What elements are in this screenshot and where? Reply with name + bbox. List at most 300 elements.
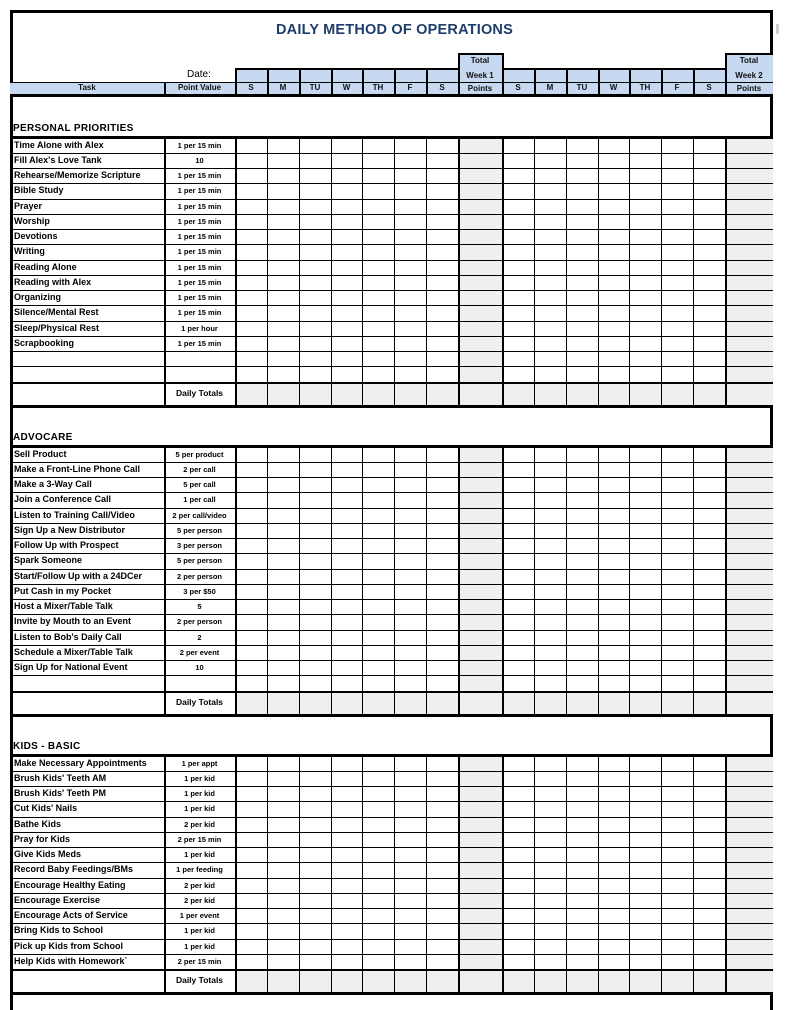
tally-cell[interactable]	[663, 154, 692, 167]
tally-cell[interactable]	[301, 554, 330, 567]
tally-cell[interactable]	[504, 646, 533, 659]
tally-cell[interactable]	[663, 493, 692, 506]
tally-cell[interactable]	[504, 539, 533, 552]
tally-cell[interactable]	[600, 478, 628, 491]
tally-cell[interactable]	[237, 833, 266, 846]
daily-total-cell[interactable]	[236, 382, 267, 405]
tally-cell[interactable]	[536, 757, 565, 770]
tally-cell[interactable]	[269, 245, 298, 258]
tally-cell[interactable]	[428, 661, 457, 674]
tally-cell[interactable]	[536, 245, 565, 258]
tally-cell[interactable]	[364, 276, 393, 289]
tally-cell[interactable]	[269, 448, 298, 461]
tally-cell[interactable]	[695, 230, 724, 243]
tally-cell[interactable]	[333, 848, 361, 861]
tally-cell[interactable]	[364, 833, 393, 846]
tally-cell[interactable]	[536, 539, 565, 552]
tally-cell[interactable]	[269, 539, 298, 552]
tally-cell[interactable]	[237, 757, 266, 770]
tally-cell[interactable]	[568, 894, 597, 907]
tally-cell[interactable]	[428, 585, 457, 598]
tally-cell[interactable]	[301, 139, 330, 152]
tally-cell[interactable]	[504, 661, 533, 674]
tally-cell[interactable]	[428, 863, 457, 876]
daily-total-cell[interactable]	[395, 691, 426, 714]
tally-cell[interactable]	[536, 463, 565, 476]
tally-cell[interactable]	[663, 261, 692, 274]
tally-cell[interactable]	[269, 848, 298, 861]
tally-cell[interactable]	[269, 169, 298, 182]
tally-cell[interactable]	[428, 509, 457, 522]
tally-cell[interactable]	[396, 909, 425, 922]
tally-cell[interactable]	[631, 200, 660, 213]
tally-cell[interactable]	[333, 322, 361, 335]
tally-cell[interactable]	[428, 306, 457, 319]
tally-cell[interactable]	[631, 306, 660, 319]
tally-cell[interactable]	[396, 772, 425, 785]
tally-cell[interactable]	[663, 909, 692, 922]
tally-cell[interactable]	[695, 509, 724, 522]
tally-cell[interactable]	[663, 787, 692, 800]
tally-cell[interactable]	[536, 554, 565, 567]
tally-cell[interactable]	[568, 261, 597, 274]
tally-cell[interactable]	[631, 524, 660, 537]
tally-cell[interactable]	[600, 291, 628, 304]
tally-cell[interactable]	[333, 230, 361, 243]
blank-task-entry[interactable]	[12, 352, 163, 365]
tally-cell[interactable]	[663, 276, 692, 289]
tally-cell[interactable]	[568, 772, 597, 785]
daily-total-cell[interactable]	[662, 969, 693, 992]
tally-cell[interactable]	[396, 448, 425, 461]
tally-cell[interactable]	[364, 215, 393, 228]
tally-cell[interactable]	[631, 600, 660, 613]
daily-total-cell[interactable]	[535, 382, 566, 405]
tally-cell[interactable]	[428, 787, 457, 800]
tally-cell[interactable]	[631, 230, 660, 243]
tally-cell[interactable]	[631, 154, 660, 167]
tally-cell[interactable]	[695, 276, 724, 289]
tally-cell[interactable]	[269, 570, 298, 583]
tally-cell[interactable]	[600, 493, 628, 506]
tally-cell[interactable]	[269, 154, 298, 167]
tally-cell[interactable]	[269, 646, 298, 659]
tally-cell[interactable]	[568, 276, 597, 289]
tally-cell[interactable]	[301, 585, 330, 598]
tally-cell[interactable]	[663, 184, 692, 197]
tally-cell[interactable]	[301, 463, 330, 476]
tally-cell[interactable]	[237, 585, 266, 598]
tally-cell[interactable]	[663, 833, 692, 846]
tally-cell[interactable]	[428, 802, 457, 815]
tally-cell[interactable]	[333, 787, 361, 800]
tally-cell[interactable]	[536, 291, 565, 304]
tally-cell[interactable]	[504, 524, 533, 537]
tally-cell[interactable]	[333, 200, 361, 213]
daily-total-cell[interactable]	[427, 969, 458, 992]
tally-cell[interactable]	[504, 757, 533, 770]
tally-cell[interactable]	[663, 818, 692, 831]
tally-cell[interactable]	[237, 245, 266, 258]
tally-cell[interactable]	[269, 306, 298, 319]
tally-cell[interactable]	[536, 184, 565, 197]
tally-cell[interactable]	[631, 448, 660, 461]
tally-cell[interactable]	[237, 322, 266, 335]
tally-cell[interactable]	[301, 757, 330, 770]
tally-cell[interactable]	[695, 924, 724, 937]
tally-cell[interactable]	[364, 600, 393, 613]
daily-total-cell[interactable]	[268, 382, 299, 405]
tally-cell[interactable]	[695, 879, 724, 892]
tally-cell[interactable]	[396, 154, 425, 167]
tally-cell[interactable]	[396, 863, 425, 876]
tally-cell[interactable]	[663, 291, 692, 304]
tally-cell[interactable]	[504, 139, 533, 152]
tally-cell[interactable]	[428, 337, 457, 350]
tally-cell[interactable]	[631, 554, 660, 567]
tally-cell[interactable]	[504, 802, 533, 815]
tally-cell[interactable]	[333, 337, 361, 350]
tally-cell[interactable]	[600, 879, 628, 892]
tally-cell[interactable]	[364, 631, 393, 644]
tally-cell[interactable]	[301, 539, 330, 552]
tally-cell[interactable]	[695, 894, 724, 907]
tally-cell[interactable]	[237, 493, 266, 506]
tally-cell[interactable]	[536, 200, 565, 213]
tally-cell[interactable]	[364, 909, 393, 922]
tally-cell[interactable]	[695, 493, 724, 506]
tally-cell[interactable]	[269, 509, 298, 522]
tally-cell[interactable]	[269, 139, 298, 152]
tally-cell[interactable]	[631, 818, 660, 831]
tally-cell[interactable]	[237, 818, 266, 831]
tally-cell[interactable]	[536, 772, 565, 785]
tally-cell[interactable]	[396, 337, 425, 350]
tally-cell[interactable]	[504, 787, 533, 800]
tally-cell[interactable]	[237, 184, 266, 197]
daily-total-cell[interactable]	[427, 382, 458, 405]
tally-cell[interactable]	[568, 230, 597, 243]
tally-cell[interactable]	[631, 139, 660, 152]
tally-cell[interactable]	[428, 879, 457, 892]
tally-cell[interactable]	[504, 909, 533, 922]
tally-cell[interactable]	[504, 261, 533, 274]
tally-cell[interactable]	[301, 600, 330, 613]
daily-total-cell[interactable]	[236, 969, 267, 992]
tally-cell[interactable]	[600, 863, 628, 876]
tally-cell[interactable]	[695, 757, 724, 770]
tally-cell[interactable]	[301, 615, 330, 628]
tally-cell[interactable]	[396, 848, 425, 861]
tally-cell[interactable]	[695, 215, 724, 228]
tally-cell[interactable]	[568, 955, 597, 968]
tally-cell[interactable]	[536, 448, 565, 461]
daily-total-cell[interactable]	[535, 969, 566, 992]
tally-cell[interactable]	[301, 879, 330, 892]
tally-cell[interactable]	[695, 863, 724, 876]
tally-cell[interactable]	[364, 802, 393, 815]
tally-cell[interactable]	[536, 337, 565, 350]
tally-cell[interactable]	[301, 306, 330, 319]
tally-cell[interactable]	[504, 615, 533, 628]
tally-cell[interactable]	[333, 661, 361, 674]
tally-cell[interactable]	[428, 524, 457, 537]
tally-cell[interactable]	[504, 245, 533, 258]
tally-cell[interactable]	[333, 570, 361, 583]
tally-cell[interactable]	[568, 848, 597, 861]
tally-cell[interactable]	[568, 879, 597, 892]
tally-cell[interactable]	[695, 772, 724, 785]
tally-cell[interactable]	[600, 215, 628, 228]
tally-cell[interactable]	[396, 169, 425, 182]
tally-cell[interactable]	[333, 448, 361, 461]
tally-cell[interactable]	[333, 894, 361, 907]
tally-cell[interactable]	[504, 230, 533, 243]
daily-total-cell[interactable]	[599, 382, 629, 405]
tally-cell[interactable]	[301, 646, 330, 659]
tally-cell[interactable]	[333, 646, 361, 659]
tally-cell[interactable]	[568, 200, 597, 213]
tally-cell[interactable]	[663, 245, 692, 258]
tally-cell[interactable]	[237, 600, 266, 613]
tally-cell[interactable]	[269, 787, 298, 800]
tally-cell[interactable]	[504, 291, 533, 304]
daily-total-cell[interactable]	[300, 382, 331, 405]
tally-cell[interactable]	[269, 818, 298, 831]
tally-cell[interactable]	[269, 757, 298, 770]
tally-cell[interactable]	[695, 818, 724, 831]
tally-cell[interactable]	[504, 955, 533, 968]
tally-cell[interactable]	[663, 337, 692, 350]
tally-cell[interactable]	[428, 322, 457, 335]
tally-cell[interactable]	[504, 306, 533, 319]
tally-cell[interactable]	[396, 787, 425, 800]
tally-cell[interactable]	[536, 631, 565, 644]
tally-cell[interactable]	[695, 940, 724, 953]
tally-cell[interactable]	[237, 879, 266, 892]
tally-cell[interactable]	[301, 802, 330, 815]
tally-cell[interactable]	[695, 306, 724, 319]
tally-cell[interactable]	[663, 448, 692, 461]
tally-cell[interactable]	[631, 802, 660, 815]
tally-cell[interactable]	[333, 291, 361, 304]
tally-cell[interactable]	[269, 833, 298, 846]
tally-cell[interactable]	[536, 879, 565, 892]
tally-cell[interactable]	[536, 924, 565, 937]
tally-cell[interactable]	[504, 322, 533, 335]
tally-cell[interactable]	[600, 261, 628, 274]
tally-cell[interactable]	[536, 661, 565, 674]
daily-total-cell[interactable]	[503, 382, 534, 405]
tally-cell[interactable]	[269, 200, 298, 213]
tally-cell[interactable]	[631, 772, 660, 785]
tally-cell[interactable]	[695, 848, 724, 861]
tally-cell[interactable]	[568, 818, 597, 831]
tally-cell[interactable]	[333, 772, 361, 785]
tally-cell[interactable]	[428, 478, 457, 491]
tally-cell[interactable]	[301, 787, 330, 800]
tally-cell[interactable]	[695, 631, 724, 644]
tally-cell[interactable]	[600, 585, 628, 598]
tally-cell[interactable]	[631, 493, 660, 506]
tally-cell[interactable]	[396, 833, 425, 846]
tally-cell[interactable]	[301, 261, 330, 274]
tally-cell[interactable]	[364, 493, 393, 506]
tally-cell[interactable]	[364, 863, 393, 876]
tally-cell[interactable]	[695, 909, 724, 922]
tally-cell[interactable]	[364, 169, 393, 182]
tally-cell[interactable]	[536, 863, 565, 876]
tally-cell[interactable]	[600, 169, 628, 182]
tally-cell[interactable]	[600, 600, 628, 613]
tally-cell[interactable]	[237, 169, 266, 182]
tally-cell[interactable]	[269, 772, 298, 785]
tally-cell[interactable]	[301, 493, 330, 506]
tally-cell[interactable]	[631, 184, 660, 197]
tally-cell[interactable]	[536, 615, 565, 628]
tally-cell[interactable]	[301, 863, 330, 876]
tally-cell[interactable]	[695, 261, 724, 274]
tally-cell[interactable]	[568, 539, 597, 552]
tally-cell[interactable]	[695, 200, 724, 213]
daily-total-cell[interactable]	[427, 691, 458, 714]
daily-total-cell[interactable]	[363, 969, 394, 992]
tally-cell[interactable]	[428, 757, 457, 770]
tally-cell[interactable]	[428, 848, 457, 861]
tally-cell[interactable]	[269, 276, 298, 289]
tally-cell[interactable]	[504, 276, 533, 289]
tally-cell[interactable]	[237, 306, 266, 319]
tally-cell[interactable]	[663, 863, 692, 876]
tally-cell[interactable]	[237, 894, 266, 907]
tally-cell[interactable]	[396, 463, 425, 476]
tally-cell[interactable]	[663, 478, 692, 491]
tally-cell[interactable]	[237, 139, 266, 152]
tally-cell[interactable]	[631, 924, 660, 937]
daily-total-cell[interactable]	[599, 969, 629, 992]
tally-cell[interactable]	[428, 924, 457, 937]
tally-cell[interactable]	[536, 833, 565, 846]
tally-cell[interactable]	[504, 833, 533, 846]
tally-cell[interactable]	[364, 879, 393, 892]
tally-cell[interactable]	[364, 787, 393, 800]
tally-cell[interactable]	[237, 261, 266, 274]
tally-cell[interactable]	[428, 554, 457, 567]
tally-cell[interactable]	[364, 306, 393, 319]
tally-cell[interactable]	[396, 539, 425, 552]
tally-cell[interactable]	[301, 230, 330, 243]
tally-cell[interactable]	[663, 772, 692, 785]
tally-cell[interactable]	[237, 924, 266, 937]
tally-cell[interactable]	[536, 230, 565, 243]
daily-total-cell[interactable]	[236, 691, 267, 714]
tally-cell[interactable]	[536, 940, 565, 953]
tally-cell[interactable]	[600, 924, 628, 937]
tally-cell[interactable]	[396, 955, 425, 968]
tally-cell[interactable]	[428, 493, 457, 506]
tally-cell[interactable]	[364, 661, 393, 674]
tally-cell[interactable]	[428, 940, 457, 953]
daily-total-cell[interactable]	[268, 691, 299, 714]
tally-cell[interactable]	[333, 600, 361, 613]
tally-cell[interactable]	[600, 570, 628, 583]
tally-cell[interactable]	[600, 322, 628, 335]
daily-total-cell[interactable]	[662, 382, 693, 405]
tally-cell[interactable]	[396, 879, 425, 892]
tally-cell[interactable]	[568, 600, 597, 613]
tally-cell[interactable]	[631, 570, 660, 583]
tally-cell[interactable]	[631, 646, 660, 659]
tally-cell[interactable]	[695, 833, 724, 846]
tally-cell[interactable]	[396, 661, 425, 674]
tally-cell[interactable]	[396, 200, 425, 213]
tally-cell[interactable]	[631, 539, 660, 552]
tally-cell[interactable]	[428, 818, 457, 831]
tally-cell[interactable]	[631, 337, 660, 350]
tally-cell[interactable]	[269, 894, 298, 907]
tally-cell[interactable]	[663, 169, 692, 182]
tally-cell[interactable]	[237, 615, 266, 628]
tally-cell[interactable]	[428, 646, 457, 659]
tally-cell[interactable]	[269, 493, 298, 506]
daily-total-cell[interactable]	[363, 382, 394, 405]
tally-cell[interactable]	[428, 894, 457, 907]
tally-cell[interactable]	[536, 802, 565, 815]
tally-cell[interactable]	[269, 600, 298, 613]
tally-cell[interactable]	[536, 894, 565, 907]
tally-cell[interactable]	[663, 615, 692, 628]
tally-cell[interactable]	[663, 802, 692, 815]
tally-cell[interactable]	[568, 661, 597, 674]
tally-cell[interactable]	[269, 337, 298, 350]
tally-cell[interactable]	[568, 615, 597, 628]
tally-cell[interactable]	[504, 463, 533, 476]
tally-cell[interactable]	[301, 478, 330, 491]
tally-cell[interactable]	[428, 154, 457, 167]
tally-cell[interactable]	[600, 200, 628, 213]
daily-total-cell[interactable]	[694, 691, 725, 714]
tally-cell[interactable]	[269, 478, 298, 491]
tally-cell[interactable]	[364, 448, 393, 461]
tally-cell[interactable]	[301, 291, 330, 304]
tally-cell[interactable]	[364, 539, 393, 552]
daily-total-cell[interactable]	[395, 382, 426, 405]
tally-cell[interactable]	[631, 848, 660, 861]
tally-cell[interactable]	[396, 524, 425, 537]
tally-cell[interactable]	[364, 848, 393, 861]
tally-cell[interactable]	[695, 337, 724, 350]
tally-cell[interactable]	[396, 184, 425, 197]
tally-cell[interactable]	[237, 215, 266, 228]
tally-cell[interactable]	[237, 772, 266, 785]
tally-cell[interactable]	[364, 478, 393, 491]
tally-cell[interactable]	[428, 139, 457, 152]
tally-cell[interactable]	[504, 478, 533, 491]
tally-cell[interactable]	[695, 184, 724, 197]
tally-cell[interactable]	[536, 478, 565, 491]
tally-cell[interactable]	[396, 554, 425, 567]
tally-cell[interactable]	[428, 291, 457, 304]
tally-cell[interactable]	[631, 879, 660, 892]
tally-cell[interactable]	[364, 230, 393, 243]
tally-cell[interactable]	[631, 291, 660, 304]
tally-cell[interactable]	[333, 802, 361, 815]
tally-cell[interactable]	[237, 463, 266, 476]
tally-cell[interactable]	[301, 818, 330, 831]
tally-cell[interactable]	[237, 631, 266, 644]
tally-cell[interactable]	[237, 802, 266, 815]
tally-cell[interactable]	[396, 600, 425, 613]
